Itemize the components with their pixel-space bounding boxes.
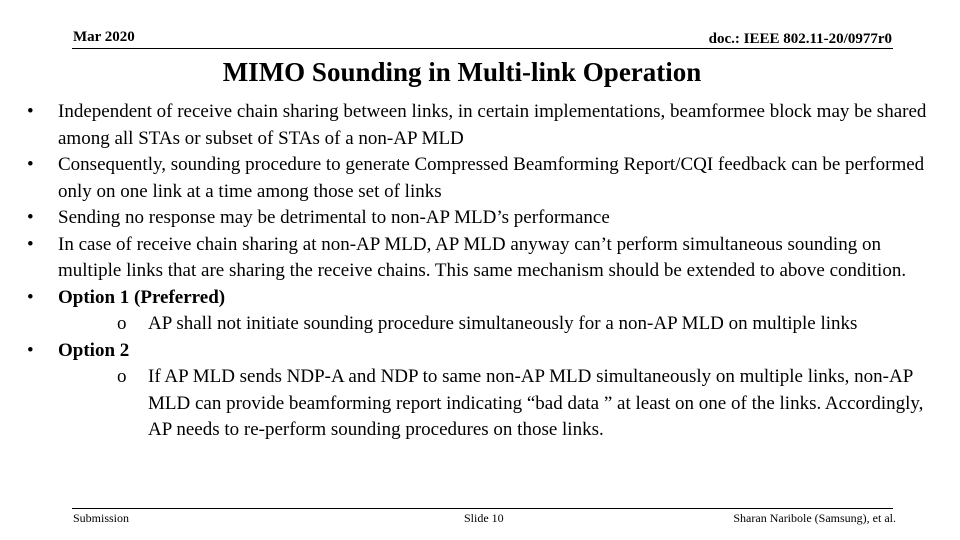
footer-submission: Submission [73, 511, 130, 525]
sub-bullet-circle-icon: o [117, 366, 127, 387]
bullet-dot-icon: • [27, 339, 34, 361]
bullet-text: Consequently, sounding procedure to generate Compressed Beamforming Report/CQI feedback can be performed only on one link at a time among those set of links [58, 154, 925, 202]
bullet-dot-icon: • [27, 233, 34, 255]
bullet-dot-icon: • [27, 207, 34, 228]
sub-bullet-text: AP shall not initiate sounding procedure simultaneously for a non-AP MLD on multiple links [148, 313, 858, 334]
bullet-item [27, 99, 927, 152]
bullet-item-option-1 [27, 285, 927, 312]
bullet-dot-icon: • [27, 154, 34, 175]
sub-bullet-item [117, 364, 927, 444]
bullet-dot-icon: • [27, 101, 34, 122]
bullet-text: Independent of receive chain sharing between links, in certain implementations, beamformee block may be shared among all STAs or subset of STAs of a non-AP MLD [58, 101, 927, 149]
bullet-dot-icon: • [27, 286, 34, 308]
header-divider [72, 48, 893, 49]
bullet-item [27, 232, 927, 285]
slide-title: MIMO Sounding in Multi-link Operation [222, 57, 702, 87]
footer-divider [72, 508, 893, 509]
sub-bullet-item [117, 311, 927, 338]
bullet-item [27, 152, 927, 205]
bullet-item [27, 205, 927, 232]
header-doc-id: doc.: IEEE 802.11-20/0977r0 [708, 31, 892, 47]
bullet-text: In case of receive chain sharing at non-AP MLD, AP MLD anyway can’t perform simultaneous sounding on multiple links that are sharing the receive chains. This same mechanism should be extended to above condition. [58, 233, 907, 281]
slide-body [27, 99, 927, 444]
bullet-text: Sending no response may be detrimental to non-AP MLD’s performance [58, 207, 610, 228]
footer-author: Sharan Naribole (Samsung), et al. [733, 511, 896, 525]
footer-slide-number: Slide 10 [464, 511, 504, 525]
option-1-label: Option 1 (Preferred) [58, 286, 226, 308]
option-2-label: Option 2 [58, 339, 130, 361]
header-date: Mar 2020 [73, 29, 135, 45]
bullet-item-option-2 [27, 338, 927, 365]
sub-bullet-circle-icon: o [117, 313, 127, 334]
sub-bullet-text: If AP MLD sends NDP-A and NDP to same non-AP MLD simultaneously on multiple links, non-AP MLD can provide beamforming report indicating “bad data ” at least on one of the links. Accordingly, AP needs to re-perform sounding procedures on those links. [148, 366, 924, 440]
